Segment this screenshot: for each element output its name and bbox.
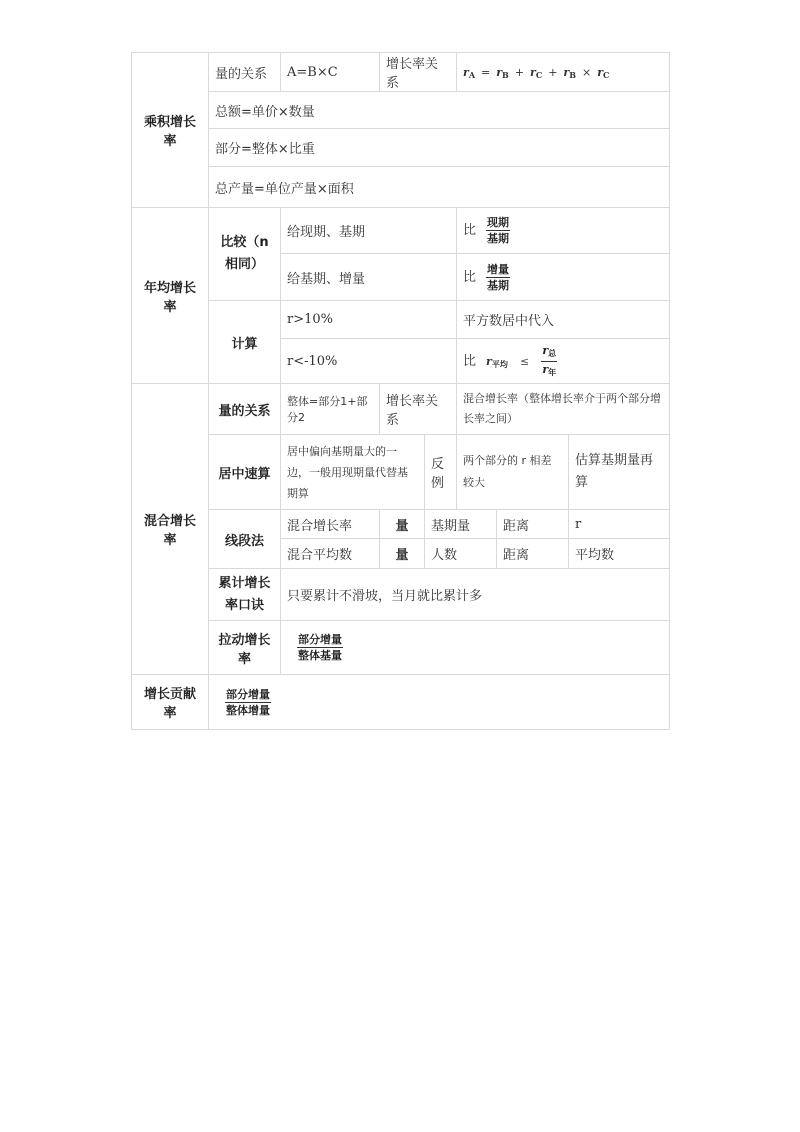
contribution-rate-formula: $\frac{\text{部分增量}}{\text{整体增量}}$	[209, 675, 670, 730]
mixed-center-value: 居中偏向基期量大的一边，一般用现期量代替基期算	[281, 435, 425, 510]
product-qty-relation-label: 量的关系	[209, 53, 281, 92]
mixed-qty-relation-label: 量的关系	[209, 384, 281, 435]
growth-rate-table	[131, 52, 670, 730]
pull-growth-label: 拉动增长率	[209, 621, 281, 675]
segment-row-1-d: 距离	[497, 510, 569, 539]
segment-row-1-a: 混合增长率	[281, 510, 380, 539]
product-rate-formula: rA = rB + rC + rB × rC	[457, 53, 670, 92]
annual-compare-given-2: 给基期、增量	[281, 254, 457, 301]
pull-growth-formula: $\frac{\text{部分增量}}{\text{整体基量}}$	[281, 621, 670, 675]
annual-calc-cond-1: r>10%	[281, 301, 457, 339]
contribution-rate-label: 增长贡献率	[132, 675, 209, 730]
product-example-1: 总额=单价×数量	[209, 92, 670, 129]
mixed-counter-label: 反例	[425, 435, 457, 510]
product-example-3: 总产量=单位产量×面积	[209, 167, 670, 208]
mixed-growth-label: 混合增长率	[132, 384, 209, 675]
segment-row-1-c: 基期量	[425, 510, 497, 539]
segment-row-1-e: r	[569, 510, 670, 539]
annual-compare-method-2: 比 $\frac{\text{增量}}{\text{基期}}$	[457, 254, 670, 301]
annual-compare-label: 比较（n相同）	[209, 208, 281, 301]
mixed-rate-relation-label: 增长率关系	[380, 384, 457, 435]
mixed-rate-relation-value: 混合增长率（整体增长率介于两个部分增长率之间）	[457, 384, 670, 435]
product-row-1	[132, 53, 670, 92]
mixed-counter-value: 两个部分的 r 相差较大	[457, 435, 569, 510]
annual-calc-cond-2: r<-10%	[281, 339, 457, 384]
segment-row-2-b: 量	[380, 539, 425, 569]
mixed-mnemonic-label: 累计增长率口诀	[209, 569, 281, 621]
annual-compare-method-1: 比 $\frac{\text{现期}}{\text{基期}}$	[457, 208, 670, 254]
annual-growth-label: 年均增长率	[132, 208, 209, 384]
product-qty-relation-value: A=B×C	[281, 53, 380, 92]
segment-row-2-a: 混合平均数	[281, 539, 380, 569]
product-rate-relation-label: 增长率关系	[380, 53, 457, 92]
annual-calc-method-2: 比 r平均 ≤ $\frac{\text{r总}}{\text{r年}}$	[457, 339, 670, 384]
annual-calc-label: 计算	[209, 301, 281, 384]
mixed-center-label: 居中速算	[209, 435, 281, 510]
annual-calc-method-1: 平方数居中代入	[457, 301, 670, 339]
segment-row-1-b: 量	[380, 510, 425, 539]
product-growth-label: 乘积增长率	[132, 53, 209, 208]
segment-row-2-e: 平均数	[569, 539, 670, 569]
mixed-segment-label: 线段法	[209, 510, 281, 569]
segment-row-2-c: 人数	[425, 539, 497, 569]
product-example-2: 部分=整体×比重	[209, 129, 670, 167]
mixed-counter-method: 估算基期量再算	[569, 435, 670, 510]
annual-compare-given-1: 给现期、基期	[281, 208, 457, 254]
mixed-mnemonic-value: 只要累计不滑坡，当月就比累计多	[281, 569, 670, 621]
segment-row-2-d: 距离	[497, 539, 569, 569]
mixed-qty-relation-value: 整体=部分1+部分2	[281, 384, 380, 435]
